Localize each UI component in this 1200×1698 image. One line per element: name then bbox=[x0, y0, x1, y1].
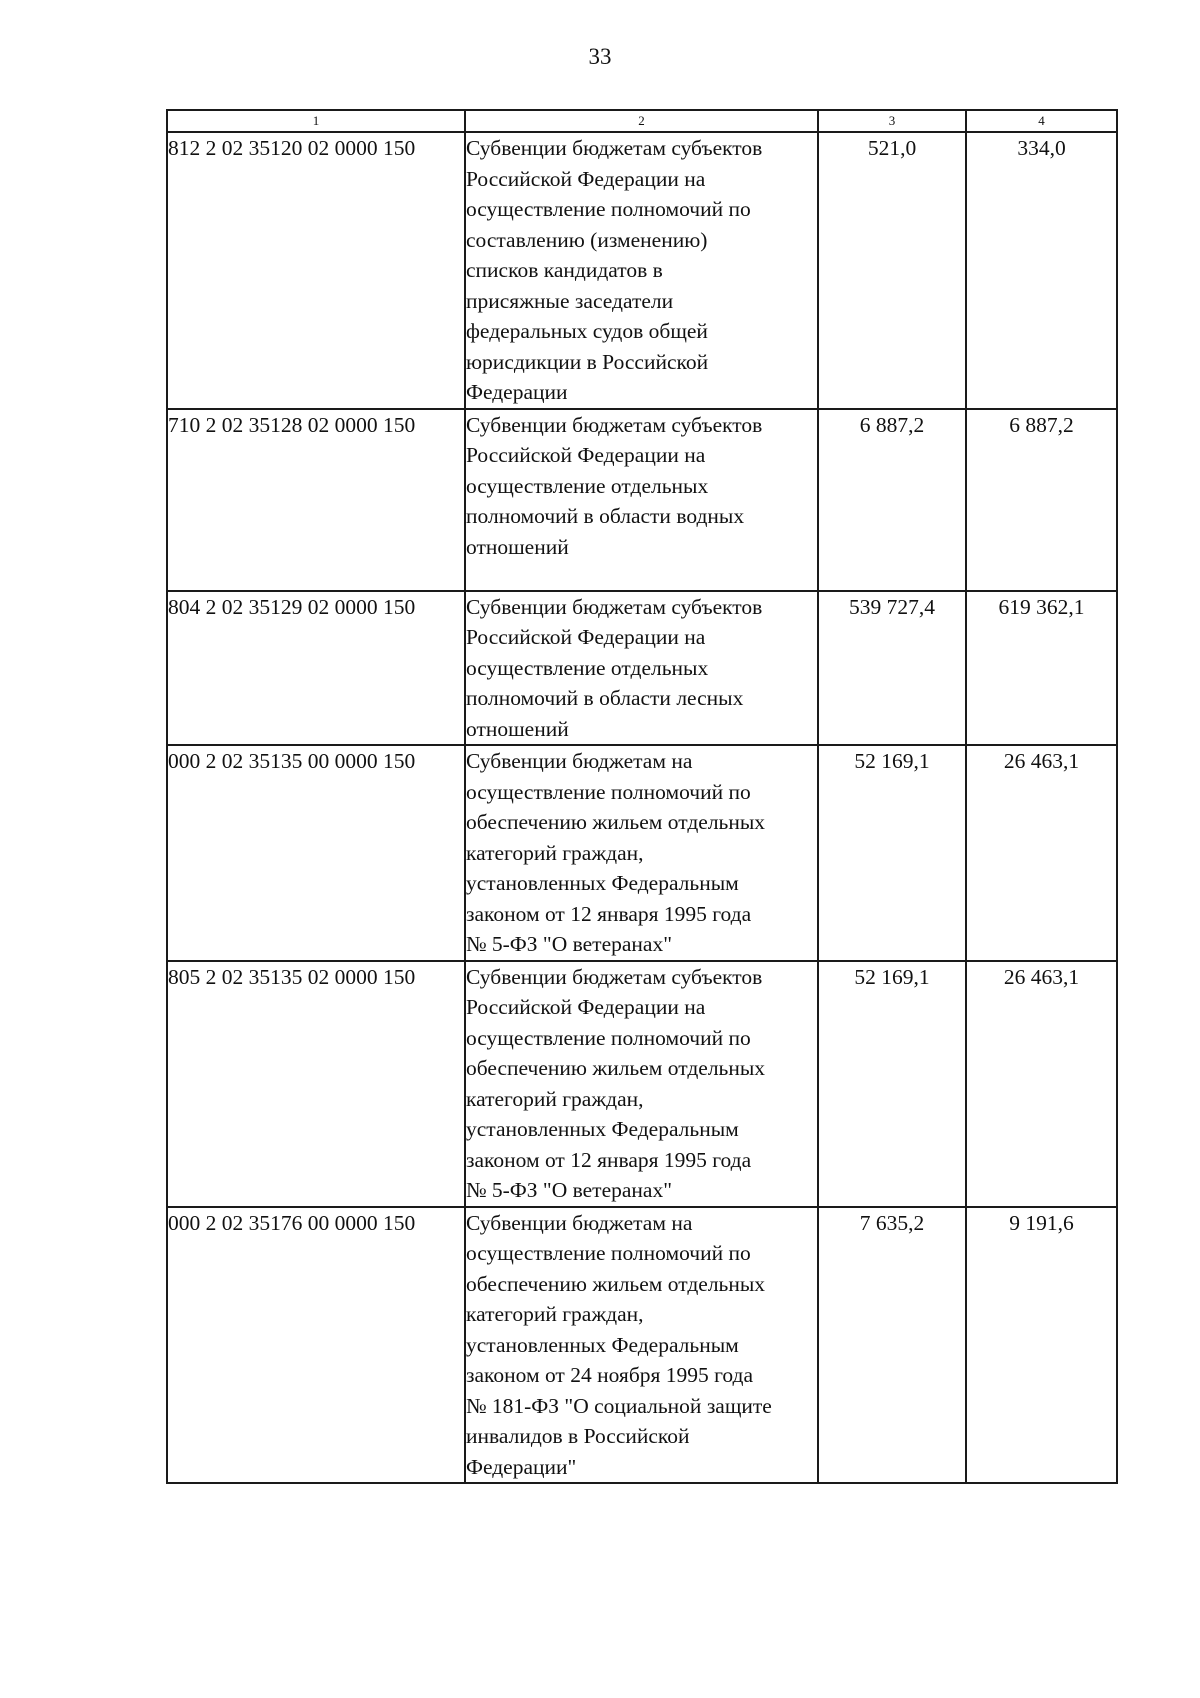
budget-code-cell: 710 2 02 35128 02 0000 150 bbox=[167, 409, 465, 591]
description-line: обеспечению жильем отдельных bbox=[466, 1271, 766, 1296]
column-header-1: 1 bbox=[167, 110, 465, 132]
description-line: установленных Федеральным bbox=[466, 1332, 739, 1357]
description-line: полномочий в области водных bbox=[466, 504, 745, 528]
description-line: осуществление отдельных bbox=[466, 655, 709, 680]
description-line: Российской Федерации на bbox=[466, 625, 706, 649]
description-line: категорий граждан, bbox=[466, 840, 644, 865]
description-cell bbox=[465, 1207, 818, 1484]
description-line: Субвенции бюджетам на bbox=[466, 749, 693, 773]
description-cell bbox=[465, 132, 818, 409]
description-line: законом от 12 января 1995 года bbox=[466, 1147, 752, 1172]
description-line: присяжные заседатели bbox=[466, 288, 674, 313]
amount-cell-col4: 26 463,1 bbox=[966, 745, 1117, 961]
amount-cell-col3: 7 635,2 bbox=[818, 1207, 966, 1484]
description-line: № 5-ФЗ "О ветеранах" bbox=[466, 1178, 672, 1202]
description-line: обеспечению жильем отдельных bbox=[466, 1056, 766, 1080]
description-line: осуществление полномочий по bbox=[466, 779, 751, 804]
column-header-2: 2 bbox=[465, 110, 818, 132]
column-header-4: 4 bbox=[966, 110, 1117, 132]
header-row bbox=[167, 110, 1117, 132]
description-line: № 5-ФЗ "О ветеранах" bbox=[466, 932, 672, 956]
column-header-3: 3 bbox=[818, 110, 966, 132]
amount-cell-col4: 6 887,2 bbox=[966, 409, 1117, 591]
description-line: № 181-ФЗ "О социальной защите bbox=[466, 1393, 772, 1418]
description-line: законом от 24 ноября 1995 года bbox=[466, 1363, 754, 1387]
description-line: юрисдикции в Российской bbox=[466, 349, 709, 374]
description-line: установленных Федеральным bbox=[466, 871, 739, 895]
description-line: категорий граждан, bbox=[466, 1086, 644, 1111]
budget-code-cell: 812 2 02 35120 02 0000 150 bbox=[167, 132, 465, 409]
description-line: Субвенции бюджетам субъектов bbox=[466, 594, 763, 619]
description-line: осуществление отдельных bbox=[466, 473, 709, 498]
description-line: отношений bbox=[466, 534, 569, 559]
table-row bbox=[167, 409, 1117, 591]
description-line: Российской Федерации на bbox=[466, 443, 706, 467]
table-row bbox=[167, 961, 1117, 1207]
amount-cell-col3: 539 727,4 bbox=[818, 591, 966, 746]
budget-code-cell: 805 2 02 35135 02 0000 150 bbox=[167, 961, 465, 1207]
amount-cell-col4: 334,0 bbox=[966, 132, 1117, 409]
description-line: осуществление полномочий по bbox=[466, 1241, 751, 1265]
description-line: Субвенции бюджетам субъектов bbox=[466, 964, 763, 989]
description-line: отношений bbox=[466, 716, 569, 741]
page-number: 33 bbox=[588, 44, 612, 69]
budget-code-cell: 000 2 02 35176 00 0000 150 bbox=[167, 1207, 465, 1484]
amount-cell-col4: 26 463,1 bbox=[966, 961, 1117, 1207]
table-row bbox=[167, 1207, 1117, 1484]
description-line: обеспечению жильем отдельных bbox=[466, 810, 766, 834]
description-line: полномочий в области лесных bbox=[466, 686, 744, 710]
description-line: установленных Федеральным bbox=[466, 1117, 739, 1141]
description-line: Российской Федерации на bbox=[466, 166, 706, 191]
description-line: федеральных судов общей bbox=[466, 319, 708, 343]
description-line: Российской Федерации на bbox=[466, 995, 706, 1019]
description-line: составлению (изменению) bbox=[466, 227, 708, 252]
description-line: Субвенции бюджетам субъектов bbox=[466, 412, 763, 437]
description-line: категорий граждан, bbox=[466, 1302, 644, 1326]
description-cell bbox=[465, 961, 818, 1207]
description-line: Субвенции бюджетам на bbox=[466, 1210, 693, 1235]
description-cell bbox=[465, 409, 818, 591]
description-line: осуществление полномочий по bbox=[466, 1025, 751, 1050]
description-cell bbox=[465, 745, 818, 961]
description-cell bbox=[465, 591, 818, 746]
amount-cell-col4: 9 191,6 bbox=[966, 1207, 1117, 1484]
amount-cell-col3: 6 887,2 bbox=[818, 409, 966, 591]
table-row bbox=[167, 745, 1117, 961]
table-row bbox=[167, 591, 1117, 746]
amount-cell-col3: 521,0 bbox=[818, 132, 966, 409]
description-line: законом от 12 января 1995 года bbox=[466, 901, 752, 926]
budget-table bbox=[166, 109, 1118, 1484]
description-line: Федерации" bbox=[466, 1454, 577, 1479]
amount-cell-col4: 619 362,1 bbox=[966, 591, 1117, 746]
description-line: инвалидов в Российской bbox=[466, 1424, 690, 1448]
description-line: Федерации bbox=[466, 380, 568, 404]
budget-code-cell: 000 2 02 35135 00 0000 150 bbox=[167, 745, 465, 961]
description-line: Субвенции бюджетам субъектов bbox=[466, 136, 763, 160]
budget-code-cell: 804 2 02 35129 02 0000 150 bbox=[167, 591, 465, 746]
amount-cell-col3: 52 169,1 bbox=[818, 961, 966, 1207]
table-row bbox=[167, 132, 1117, 409]
description-line: осуществление полномочий по bbox=[466, 197, 751, 221]
description-line: списков кандидатов в bbox=[466, 258, 663, 282]
amount-cell-col3: 52 169,1 bbox=[818, 745, 966, 961]
